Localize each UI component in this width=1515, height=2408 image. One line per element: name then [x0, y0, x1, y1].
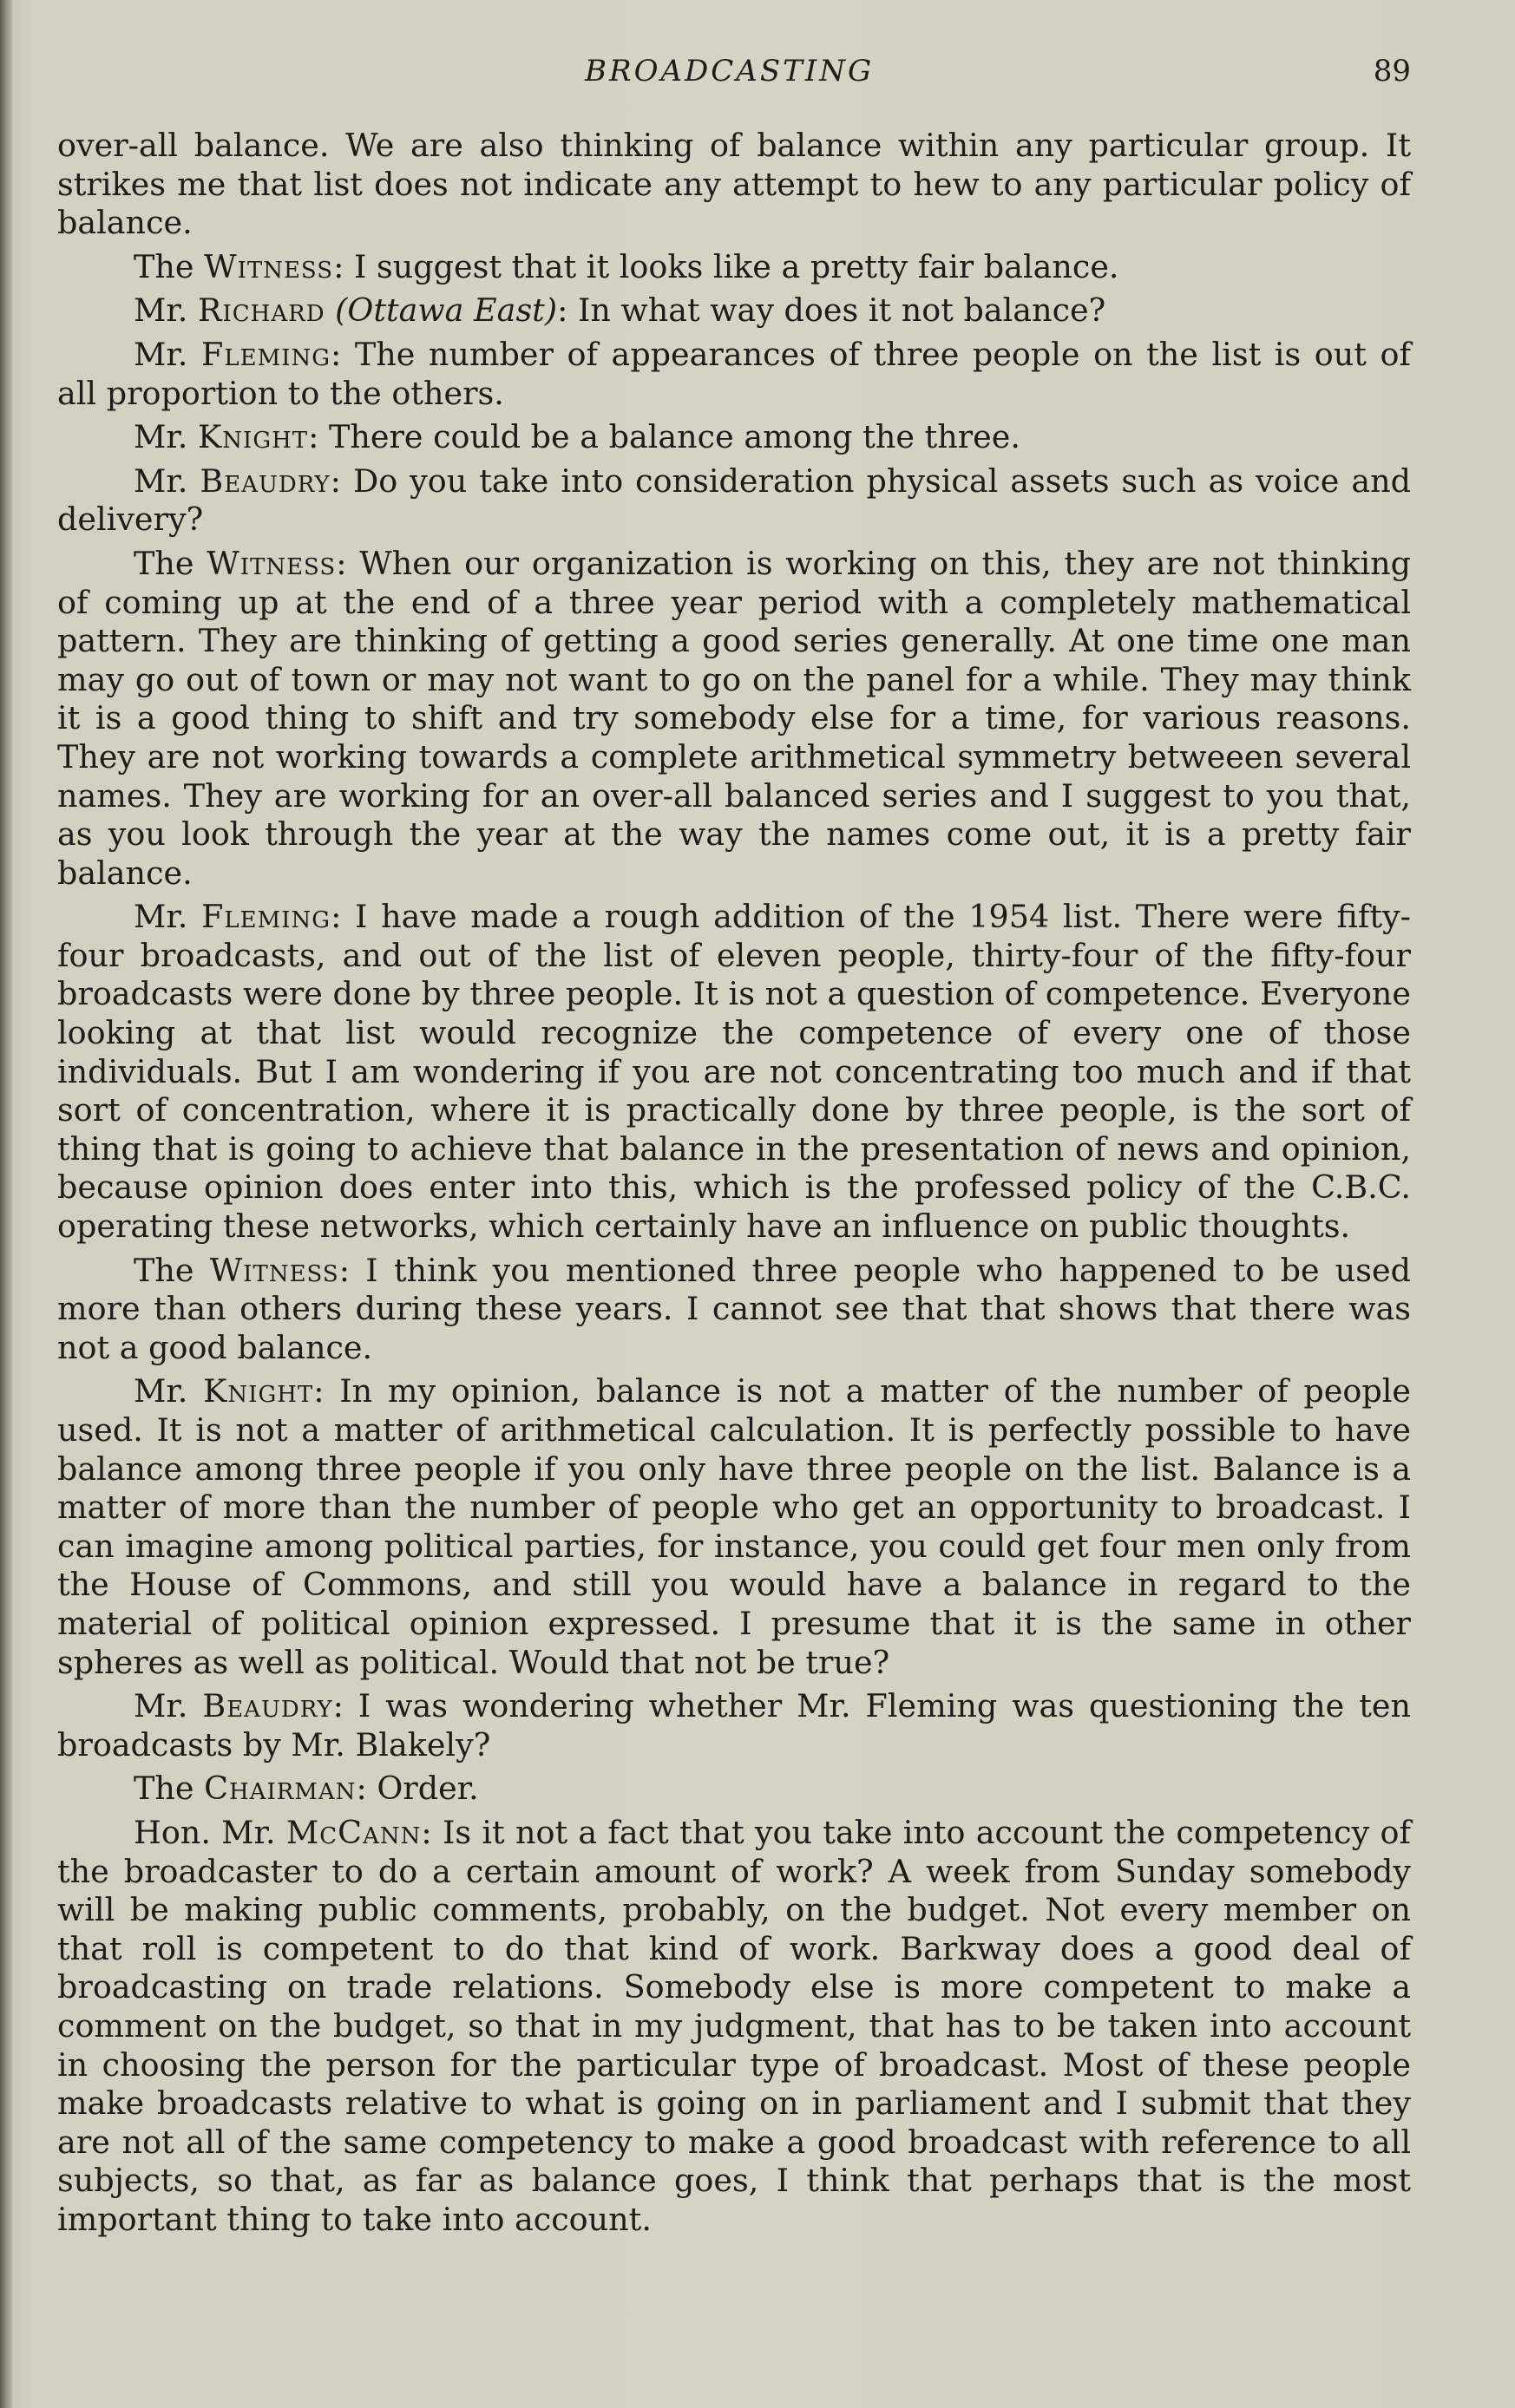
paragraph-text: Do you take into consideration physical assets such as voice and delivery? — [57, 461, 1411, 539]
speaker-colon: : — [330, 335, 355, 373]
transcript-paragraph — [57, 1687, 1411, 1764]
speaker-name: Fleming — [201, 335, 331, 373]
page-binding-edge — [0, 0, 12, 2408]
speaker-name: Beaudry — [200, 461, 331, 500]
speaker-prefix: The — [134, 247, 205, 285]
transcript-paragraph — [57, 898, 1411, 1246]
speaker-colon: : — [421, 1813, 443, 1851]
paragraph-text: When our organization is working on this, they are not thinking of coming up at the end of a three year period with a completely mathematical pattern. They are thinking of getting a good series generally. At one time one man may go out of town or may not want to go on the panel for a while. They may think it is a good thing to shift and try somebody else for a time, for various reasons. They are not working towards a complete arithmetical symmetry betweeen several names. They are working for an over-all balanced series and I suggest to you that, as you look through the year at the way the names come out, it is a pretty fair balance. — [57, 544, 1412, 892]
paragraph-text: I suggest that it looks like a pretty fair balance. — [354, 247, 1119, 285]
speaker-name: Fleming — [201, 898, 331, 936]
speaker-name: McCann — [285, 1813, 422, 1851]
speaker-name: Witness — [204, 247, 334, 285]
speaker-prefix: Hon. Mr. — [134, 1813, 286, 1851]
transcript-paragraph — [57, 545, 1411, 893]
speaker-prefix: Mr. — [134, 335, 201, 373]
speaker-prefix: Mr. — [134, 1372, 204, 1410]
speaker-colon: : — [557, 291, 578, 330]
speaker-colon: : — [313, 1372, 340, 1410]
paragraph-text: Is it not a fact that you take into account the competency of the broadcaster to do a certain amount of work? A week from Sunday somebody will be making public comments, probably, on the budget. Not every member on that roll is competent to do that kind of work. Barkway does a good deal of broadcasting on trade relations. Somebody else is more competent to make a comment on the budget, so that in my judgment, that has to be taken into account in choosing the person for the particular type of broadcast. Most of these people make broadcasts relative to what is going on in parliament and I submit that they are not all of the same competency to make a good broadcast with reference to all subjects, so that, as far as balance goes, I think that perhaps that is the most important thing to take into account. — [57, 1813, 1411, 2238]
speaker-colon: : — [308, 418, 330, 456]
paragraph-text: Order. — [377, 1770, 479, 1808]
paragraph-text: There could be a balance among the three. — [329, 418, 1020, 456]
speaker-name: Beaudry — [202, 1687, 333, 1725]
speaker-prefix: Mr. — [134, 898, 202, 936]
paragraph-text: In my opinion, balance is not a matter of the number of people used. It is not a matter of arithmetical calculation. It is perfectly possible to have balance among three people if you only have three people on the list. Balance is a matter of more than the number of people who get an opportunity to broadcast. I can imagine among political parties, for instance, you could get four men only from the House of Commons, and still you would have a balance in regard to the material of political opinion expressed. I presume that it is the same in other spheres as well as political. Would that not be true? — [57, 1372, 1411, 1681]
speaker-colon: : — [331, 898, 356, 936]
paragraph-text: I have made a rough addition of the 1954 list. There were fifty-four broadcasts, and out of the list of eleven people, thirty-four of the fifty-four broadcasts were done by three people. It is not a question of competence. Everyone looking at that list would recognize the competence of every one of those individuals. But I am wondering if you are not concentrating too much and if that sort of concentration, where it is practically done by three people, is the sort of thing that is going to achieve that balance in the presentation of news and opinion, because opinion does enter into this, which is the professed policy of the C.B.C. operating these networks, which certainly have an influence on public thoughts. — [57, 898, 1411, 1246]
speaker-name: Witness — [209, 1251, 339, 1289]
transcript-body — [57, 127, 1411, 2244]
paragraph-text: I was wondering whether Mr. Fleming was questioning the ten broadcasts by Mr. Blakely? — [57, 1687, 1411, 1763]
speaker-prefix: Mr. — [134, 291, 199, 330]
transcript-paragraph — [57, 418, 1411, 457]
page-number: 89 — [1373, 54, 1411, 88]
speaker-prefix: The — [134, 544, 207, 582]
transcript-paragraph — [57, 462, 1411, 540]
transcript-paragraph — [57, 248, 1411, 287]
speaker-colon: : — [338, 1251, 366, 1289]
transcript-paragraph — [57, 291, 1411, 330]
speaker-qualifier: (Ottawa East) — [335, 291, 558, 330]
speaker-prefix: Mr. — [134, 461, 200, 500]
speaker-name: Knight — [198, 418, 309, 456]
page-header — [57, 50, 1411, 94]
speaker-prefix: The — [134, 1251, 210, 1289]
speaker-colon: : — [333, 247, 354, 285]
paragraph-text: I think you mentioned three people who happened to be used more than others during these years. I cannot see that that shows that there was not a good balance. — [57, 1251, 1412, 1366]
speaker-name: Witness — [207, 544, 337, 582]
speaker-prefix: Mr. — [134, 1687, 203, 1725]
transcript-paragraph — [57, 1814, 1411, 2240]
transcript-paragraph — [57, 1252, 1411, 1368]
paragraph-text: over-all balance. We are also thinking of balance within any particular group. It strikes me that list does not indicate any attempt to hew to any particular policy of balance. — [57, 127, 1411, 242]
speaker-name: Chairman — [204, 1770, 357, 1808]
speaker-colon: : — [330, 461, 353, 500]
transcript-paragraph — [57, 1770, 1411, 1809]
paragraph-text: The number of appearances of three people on the list is out of all proportion to the others. — [57, 335, 1411, 412]
transcript-paragraph — [57, 1372, 1411, 1682]
speaker-prefix: Mr. — [134, 418, 199, 456]
speaker-name: Knight — [203, 1372, 314, 1410]
paragraph-text: In what way does it not balance? — [578, 291, 1106, 330]
speaker-colon: : — [332, 1687, 358, 1725]
speaker-colon: : — [356, 1770, 377, 1808]
running-head: BROADCASTING — [585, 54, 875, 88]
speaker-prefix: The — [134, 1770, 205, 1808]
transcript-paragraph — [57, 336, 1411, 413]
speaker-colon: : — [336, 544, 360, 582]
transcript-paragraph — [57, 127, 1411, 243]
speaker-name: Richard — [198, 291, 325, 330]
